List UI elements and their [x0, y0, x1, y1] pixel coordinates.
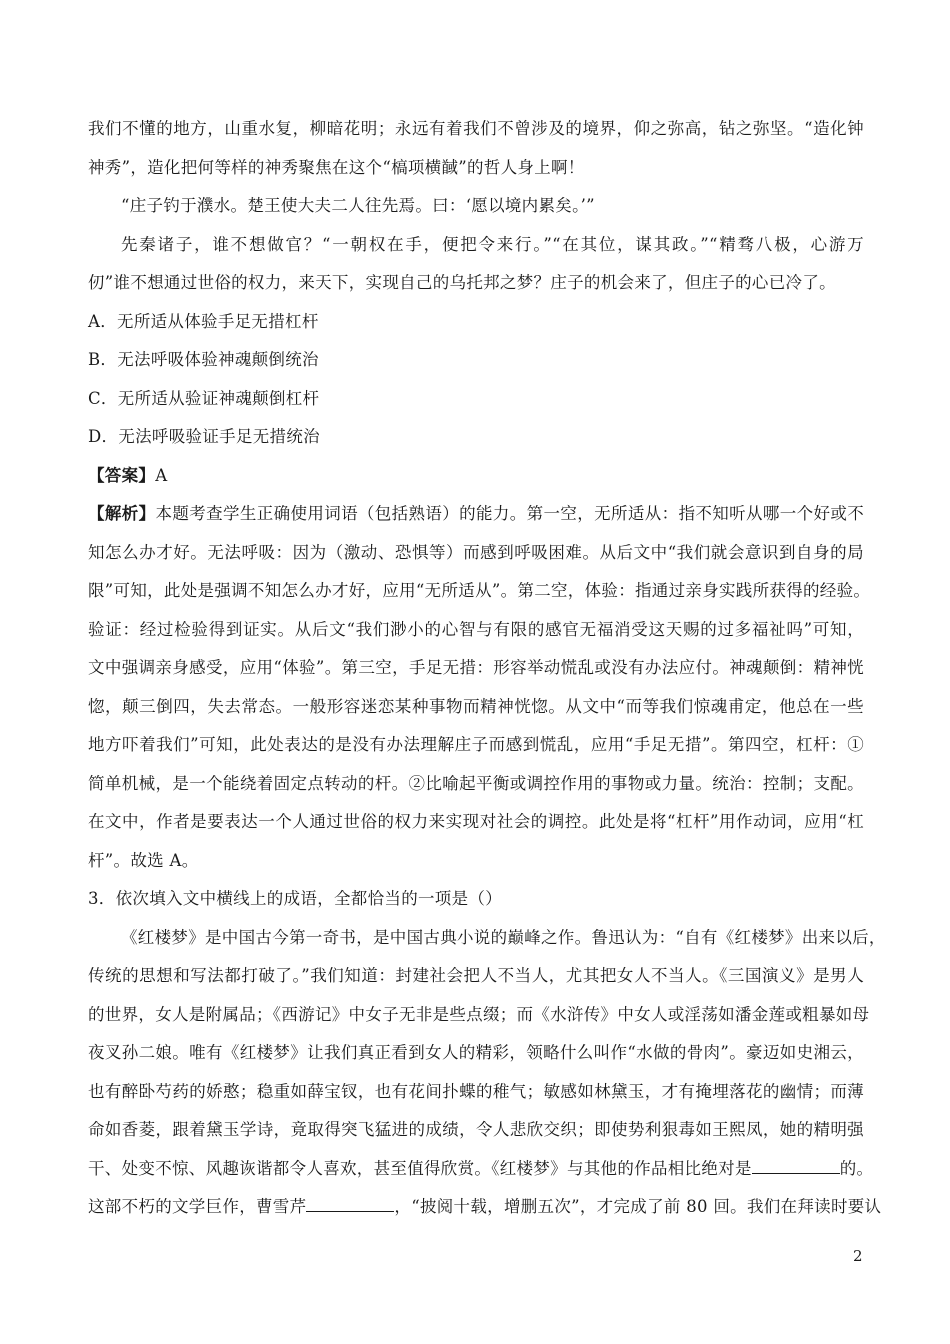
analysis-line-9: 在文中，作者是要表达一个人通过世俗的权力来实现对社会的调控。此处是将“杠杆”用作动词，应用“杠 — [88, 812, 864, 831]
analysis-line-6: 惚，颠三倒四，失去常态。一般形容迷恋某种事物而精神恍惚。从文中“而等我们惊魂甫定，他总在一些 — [88, 696, 864, 716]
page-number: 2 — [853, 1247, 863, 1265]
quote-line: “庄子钓于濮水。楚王使大夫二人往先焉。曰：‘愿以境内累矣。’” — [121, 196, 595, 215]
question-3-line-8 — [88, 1188, 882, 1227]
intro-line-1: 我们不懂的地方，山重水复，柳暗花明；永远有着我们不曾涉及的境界，仰之弥高，钻之弥坚。“造化钟 — [88, 119, 864, 138]
answer-label: 【答案】 — [88, 465, 156, 485]
line-8-text-a: 这部不朽的文学巨作，曹雪芹 — [88, 1197, 307, 1216]
analysis-text: 本题考查学生正确使用词语（包括熟语）的能力。第一空，无所适从：指不知听从哪一个好或不 — [155, 504, 864, 523]
analysis-line-7: 地方吓着我们”可知，此处表达的是没有办法理解庄子而感到慌乱，应用“手足无措”。第四空，杠杆：① — [88, 735, 864, 754]
question-3-line-1: 《红楼梦》是中国古今第一奇书，是中国古典小说的巅峰之作。鲁迅认为：“自有《红楼梦》出来以后， — [121, 927, 886, 947]
analysis-line-10: 杆”。故选 A。 — [88, 850, 199, 870]
answer-line — [88, 457, 864, 496]
analysis-line-3: 限”可知，此处是强调不知怎么办才好，应用“无所适从”。第二空，体验：指通过亲身实践所获得的经验。 — [88, 581, 871, 600]
question-3-line-5: 也有醉卧芍药的娇憨；稳重如薛宝钗，也有花间扑蝶的稚气；敏感如林黛玉，才有掩埋落花的幽情；而薄 — [88, 1081, 864, 1101]
question-3-line-6: 命如香菱，跟着黛玉学诗，竟取得突飞猛进的成绩，令人悲欣交织；即使势利狠毒如王熙凤，她的精明强 — [88, 1120, 864, 1139]
option-c: C．无所适从验证神魂颠倒杠杆 — [88, 388, 320, 408]
fill-in-blank-2 — [306, 1197, 394, 1212]
option-d: D．无法呼吸验证手足无措统治 — [88, 427, 320, 446]
line-8-text-b: ，“披阅十载，增删五次”，才完成了前 80 回。我们在拜读时要认 — [394, 1197, 882, 1216]
intro-line-5: 仞”谁不想通过世俗的权力，来天下，实现自己的乌托邦之梦？庄子的机会来了，但庄子的心已冷了。 — [88, 273, 836, 292]
question-3-line-7 — [88, 1150, 874, 1189]
analysis-line-4: 验证：经过检验得到证实。从后文“我们渺小的心智与有限的感官无福消受这天赐的过多福祉吗”可知， — [88, 619, 864, 639]
line-7-text-a: 干、处变不惊、风趣诙谐都令人喜欢，甚至值得欣赏。《红楼梦》与其他的作品相比绝对是 — [88, 1158, 752, 1178]
document-page — [88, 110, 886, 1227]
question-3-line-2: 传统的思想和写法都打破了。”我们知道：封建社会把人不当人，尤其把女人不当人。《三国演义》是男人 — [88, 966, 864, 985]
fill-in-blank-1 — [752, 1159, 840, 1174]
option-b: B．无法呼吸体验神魂颠倒统治 — [88, 350, 319, 369]
intro-line-2: 神秀”，造化把何等样的神秀聚焦在这个“槁项横馘”的哲人身上啊！ — [88, 157, 585, 177]
option-a: A．无所适从体验手足无措杠杆 — [88, 311, 319, 331]
question-3-title: 3．依次填入文中横线上的成语，全都恰当的一项是（） — [88, 889, 502, 908]
analysis-line-5: 文中强调亲身感受，应用“体验”。第三空，手足无措：形容举动慌乱或没有办法应付。神魂颠倒：精神恍 — [88, 658, 864, 677]
analysis-line-8: 简单机械，是一个能绕着固定点转动的杆。②比喻起平衡或调控作用的事物或力量。统治：控制；支配。 — [88, 773, 864, 793]
intro-line-4: 先秦诸子，谁不想做官？“一朝权在手，便把令来行。”“在其位，谋其政。”“精骛八极，心游万 — [121, 234, 864, 254]
question-3-line-4: 夜叉孙二娘。唯有《红楼梦》让我们真正看到女人的精彩，领略什么叫作“水做的骨肉”。豪迈如史湘云， — [88, 1043, 864, 1062]
question-3-line-3: 的世界，女人是附属品；《西游记》中女子无非是些点缀；而《水浒传》中女人或淫荡如潘金莲或粗暴如母 — [88, 1004, 870, 1024]
analysis-line-2: 知怎么办才好。无法呼吸：因为（激动、恐惧等）而感到呼吸困难。从后文中“我们就会意识到自身的局 — [88, 542, 864, 562]
analysis-line-1 — [88, 495, 864, 534]
analysis-label: 【解析】 — [88, 504, 156, 523]
answer-value: A — [155, 465, 168, 485]
line-7-text-b: 的。 — [839, 1158, 874, 1178]
